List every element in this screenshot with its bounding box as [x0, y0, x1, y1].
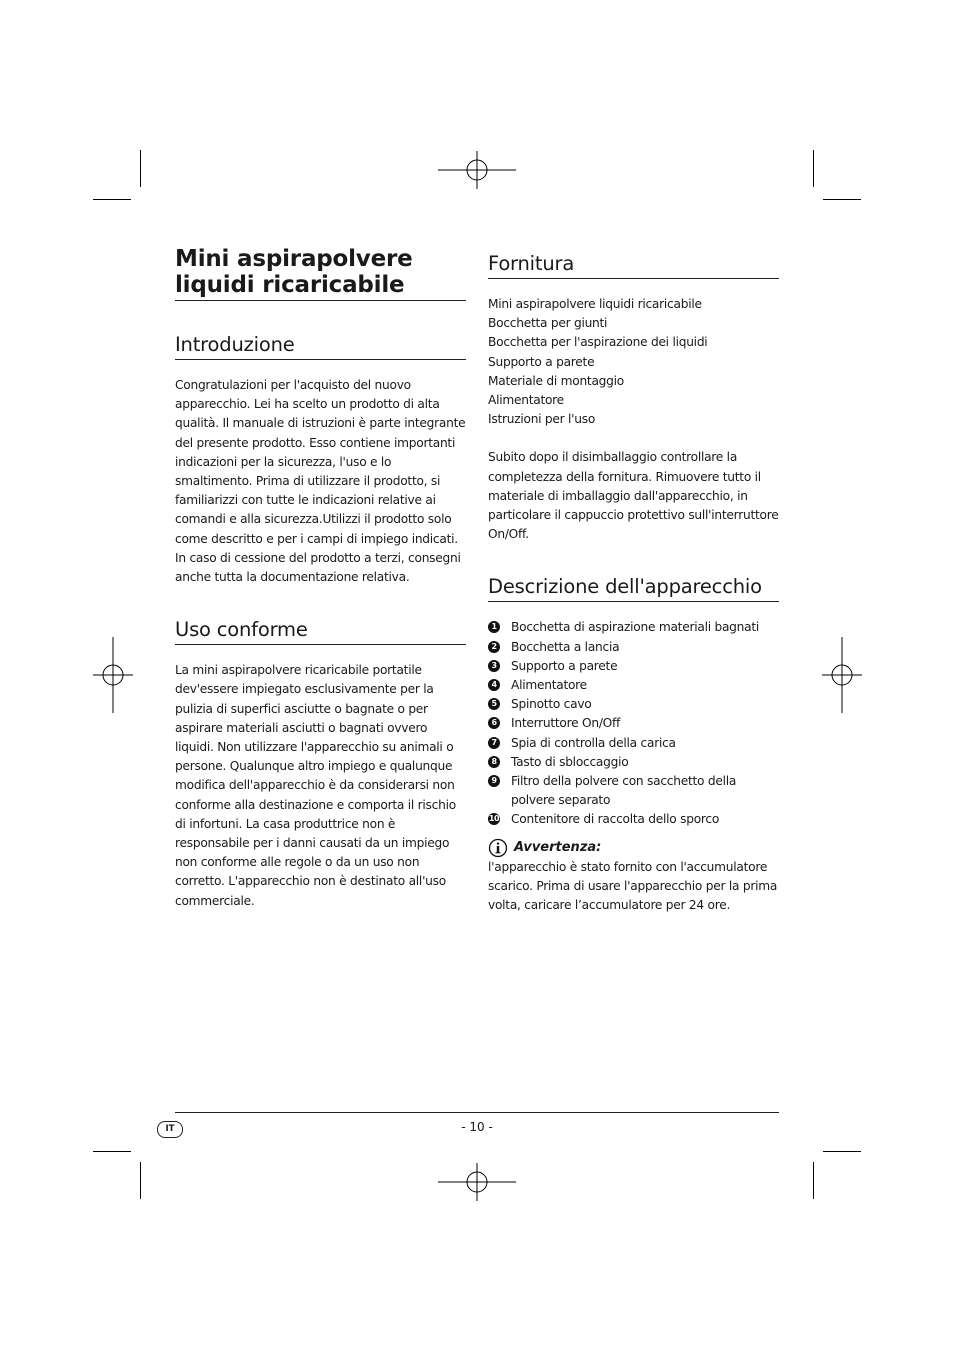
- item-label: Bocchetta di aspirazione materiali bagnati: [511, 620, 760, 635]
- list-item: Supporto a parete: [488, 354, 595, 369]
- title-line: Mini aspirapolvere: [175, 246, 413, 272]
- registration-mark-icon: [822, 637, 862, 713]
- info-icon: [488, 838, 508, 858]
- list-item: Mini aspirapolvere liquidi ricaricabile: [488, 297, 702, 311]
- list-item: [488, 714, 779, 733]
- number-badge: 4: [488, 679, 500, 691]
- list-item: [488, 638, 779, 657]
- left-column: [175, 246, 466, 911]
- page-title: [175, 246, 466, 301]
- warning-box: [488, 838, 779, 916]
- list-item: [488, 618, 779, 637]
- number-badge: 1: [488, 621, 500, 633]
- item-label: Spinotto cavo: [511, 697, 592, 712]
- registration-mark-icon: [93, 637, 133, 713]
- number-badge: 3: [488, 660, 500, 672]
- crop-mark: [93, 1151, 131, 1152]
- warning-text: l'apparecchio è stato fornito con l'accumulatore scarico. Prima di usare l'apparecchio per la prima volta, caricare l’accumulatore per 24 ore.: [488, 859, 778, 913]
- number-badge: 5: [488, 698, 500, 710]
- heading-uso-conforme: Uso conforme: [175, 618, 466, 645]
- list-item: [488, 772, 779, 810]
- list-item: [488, 810, 779, 829]
- heading-fornitura: Fornitura: [488, 252, 779, 279]
- list-item: [488, 734, 779, 753]
- heading-descrizione: Descrizione dell'apparecchio: [488, 575, 779, 602]
- warning-header: [488, 838, 779, 858]
- crop-mark: [813, 150, 814, 187]
- item-label: Alimentatore: [511, 678, 587, 693]
- list-item: [488, 695, 779, 714]
- list-item: [488, 676, 779, 695]
- fornitura-text: Subito dopo il disimballaggio controllare la completezza della fornitura. Rimuovere tutto il materiale di imballaggio dall'apparecchio, in particolare il cappuccio protettivo sull'interruttore On/Off.: [488, 450, 779, 542]
- crop-mark: [813, 1162, 814, 1199]
- number-badge: 7: [488, 737, 500, 749]
- number-badge: 10: [488, 814, 500, 824]
- registration-mark-icon: [438, 151, 516, 189]
- number-badge: 9: [488, 775, 500, 787]
- number-badge: 8: [488, 756, 500, 768]
- language-badge: IT: [157, 1121, 183, 1138]
- warning-title: Avvertenza:: [514, 840, 602, 856]
- title-line: liquidi ricaricabile: [175, 272, 405, 298]
- number-badge: 6: [488, 717, 500, 729]
- item-label: Contenitore di raccolta dello sporco: [511, 812, 720, 827]
- page-number: - 10 -: [461, 1120, 493, 1134]
- item-label: Supporto a parete: [511, 658, 618, 673]
- list-item: Alimentatore: [488, 393, 564, 408]
- uso-conforme-text: La mini aspirapolvere ricaricabile portatile dev'essere impiegato esclusivamente per la pulizia di superfici asciutte o bagnate o per aspirare materiali asciutti o bagnati ovvero liquidi. Non utilizzare l'apparecchio su animali o persone. Qualunque altro impiego e qualunque modifica dell'apparecchio è da considerarsi non conforme alla destinazione e comporta il rischio di infortuni. La casa produttrice non è responsabile per i danni causati da un impiego non conforme alle regole o da un uso non corretto. L'apparecchio non è destinato all'uso commerciale.: [175, 663, 456, 908]
- introduzione-text: Congratulazioni per l'acquisto del nuovo apparecchio. Lei ha scelto un prodotto di alta qualità. Il manuale di istruzioni è parte integrante del presente prodotto. Esso contiene importanti indicazioni per la sicurezza, l'uso e lo smaltimento. Prima di utilizzare il prodotto, si familiarizzi con tutte le indicazioni relative ai comandi e alla sicurezza.Utilizzi il prodotto solo come descritto e per i campi di impiego indicati. In caso di cessione del prodotto a terzi, consegni anche tutta la documentazione relativa.: [175, 378, 466, 585]
- crop-mark: [93, 199, 131, 200]
- crop-mark: [140, 1162, 141, 1199]
- number-badge: 2: [488, 641, 500, 653]
- right-column: [488, 252, 779, 915]
- list-item: Istruzioni per l'uso: [488, 412, 596, 427]
- footer-divider: [175, 1112, 779, 1113]
- descrizione-list: [488, 618, 779, 829]
- fornitura-list: [488, 295, 779, 429]
- crop-mark: [823, 1151, 861, 1152]
- list-item: Materiale di montaggio: [488, 373, 624, 388]
- registration-mark-icon: [438, 1163, 516, 1201]
- crop-mark: [140, 150, 141, 187]
- item-label: Tasto di sbloccaggio: [511, 754, 629, 769]
- item-label: Bocchetta a lancia: [511, 639, 620, 654]
- heading-introduzione: Introduzione: [175, 333, 466, 360]
- list-item: [488, 657, 779, 676]
- list-item: Bocchetta per l'aspirazione dei liquidi: [488, 335, 708, 350]
- list-item: Bocchetta per giunti: [488, 316, 608, 331]
- item-label: Spia di controlla della carica: [511, 735, 676, 750]
- list-item: [488, 753, 779, 772]
- crop-mark: [823, 199, 861, 200]
- item-label: Filtro della polvere con sacchetto della polvere separato: [511, 774, 737, 808]
- item-label: Interruttore On/Off: [511, 716, 621, 731]
